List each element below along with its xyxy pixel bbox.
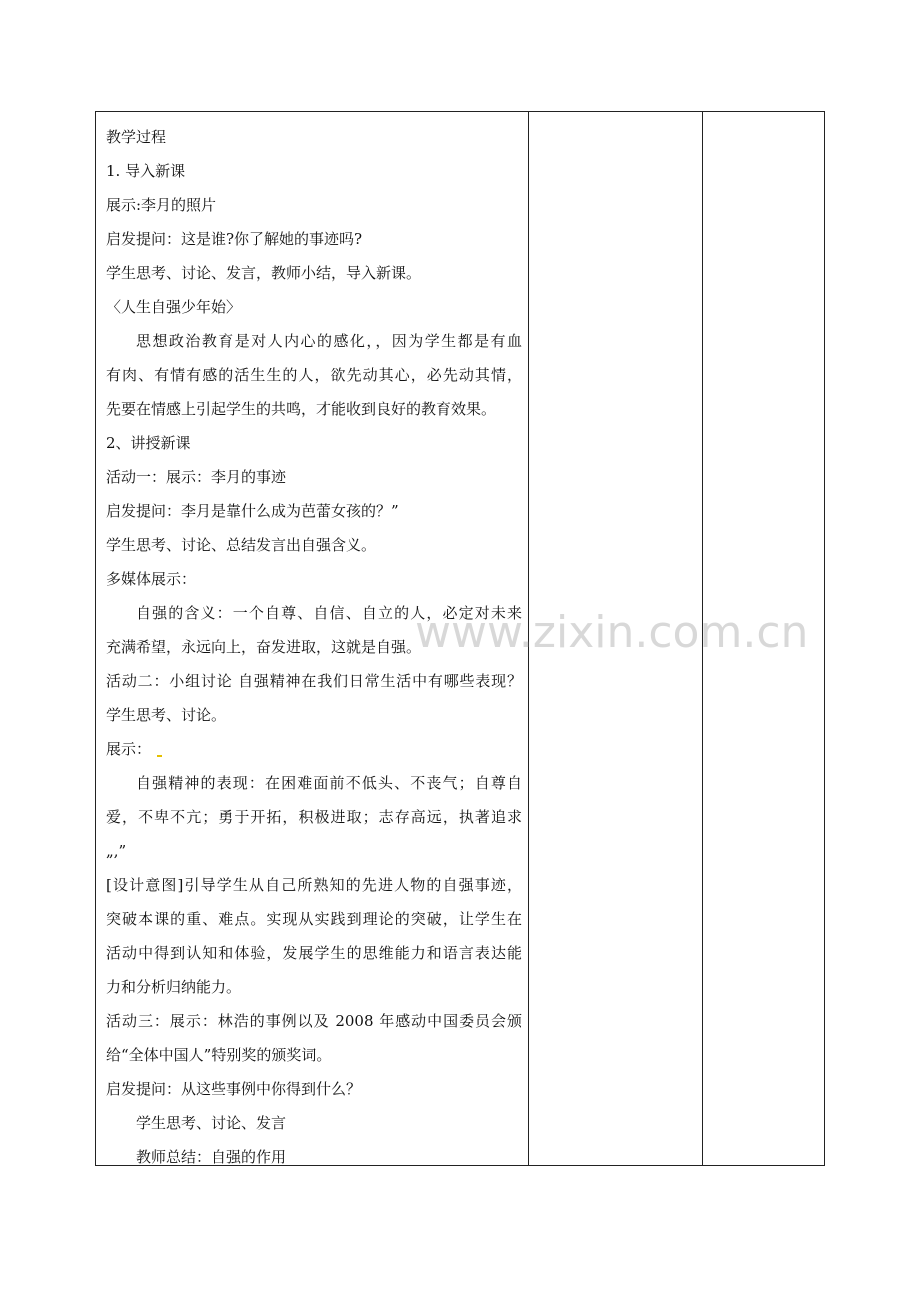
design-intent-line: 力和分析归纳能力。: [106, 978, 242, 996]
text-line: 多媒体展示：: [106, 570, 197, 588]
design-intent-line: 突破本课的重、难点。实现从实践到理论的突破，让学生在: [106, 910, 522, 928]
column-divider-1: [528, 112, 529, 1165]
step-heading: 1. 导入新课: [106, 162, 186, 180]
text-line: 学生思考、讨论、发言: [136, 1114, 287, 1132]
text-line: 给“全体中国人”特别奖的颁奖词。: [106, 1046, 332, 1064]
paragraph-line: 思想政治教育是对人内心的感化，，因为学生都是有血: [136, 332, 522, 350]
watermark-text: www.zixin.com.cn: [415, 607, 809, 658]
column-divider-2: [702, 112, 703, 1165]
text-line: 启发提问：李月是靠什么成为芭蕾女孩的？”: [106, 502, 399, 520]
step-heading: 2、讲授新课: [106, 434, 191, 452]
text-line: 学生思考、讨论、发言，教师小结，导入新课。: [106, 264, 422, 282]
teaching-process-cell: [106, 120, 522, 1174]
design-intent-line: [设计意图]引导学生从自己所熟知的先进人物的自强事迹，: [106, 876, 522, 894]
paragraph-line: „,”: [106, 842, 127, 860]
paragraph-line: 充满希望，永远向上，奋发进取，这就是自强。: [106, 638, 422, 656]
text-line: 学生思考、讨论。: [106, 706, 227, 724]
paragraph-line: 自强的含义：一个自尊、自信、自立的人，必定对未来: [136, 604, 522, 622]
paragraph-line: 先要在情感上引起学生的共鸣，才能收到良好的教育效果。: [106, 400, 497, 418]
text-line: 启发提问：从这些事例中你得到什么？: [106, 1080, 362, 1098]
display-label: 展示：: [106, 740, 152, 758]
design-intent-line: 活动中得到认知和体验，发展学生的思维能力和语言表达能: [106, 944, 522, 962]
paragraph-line: 有肉、有情有感的活生生的人，欲先动其心，必先动其情，: [106, 366, 522, 384]
text-line: 展示:李月的照片: [106, 196, 217, 214]
text-line: 启发提问：这是谁?你了解她的事迹吗?: [106, 230, 363, 248]
text-line: 教师总结：自强的作用: [136, 1148, 287, 1166]
text-line: 活动二：小组讨论 自强精神在我们日常生活中有哪些表现？: [106, 672, 522, 690]
text-line: 学生思考、讨论、总结发言出自强含义。: [106, 536, 377, 554]
text-line: [106, 732, 522, 766]
highlight-mark: [157, 755, 162, 757]
text-line: 活动三：展示：林浩的事例以及 2008 年感动中国委员会颁: [106, 1012, 522, 1030]
text-line: 〈人生自强少年始〉: [106, 298, 242, 316]
paragraph-line: 爱，不卑不亢；勇于开拓，积极进取；志存高远，执著追求: [106, 808, 522, 826]
paragraph-line: 自强精神的表现：在困难面前不低头、不丧气；自尊自: [136, 774, 522, 792]
section-heading: 教学过程: [106, 128, 167, 146]
lesson-table: [95, 111, 825, 1166]
text-line: 活动一：展示：李月的事迹: [106, 468, 287, 486]
